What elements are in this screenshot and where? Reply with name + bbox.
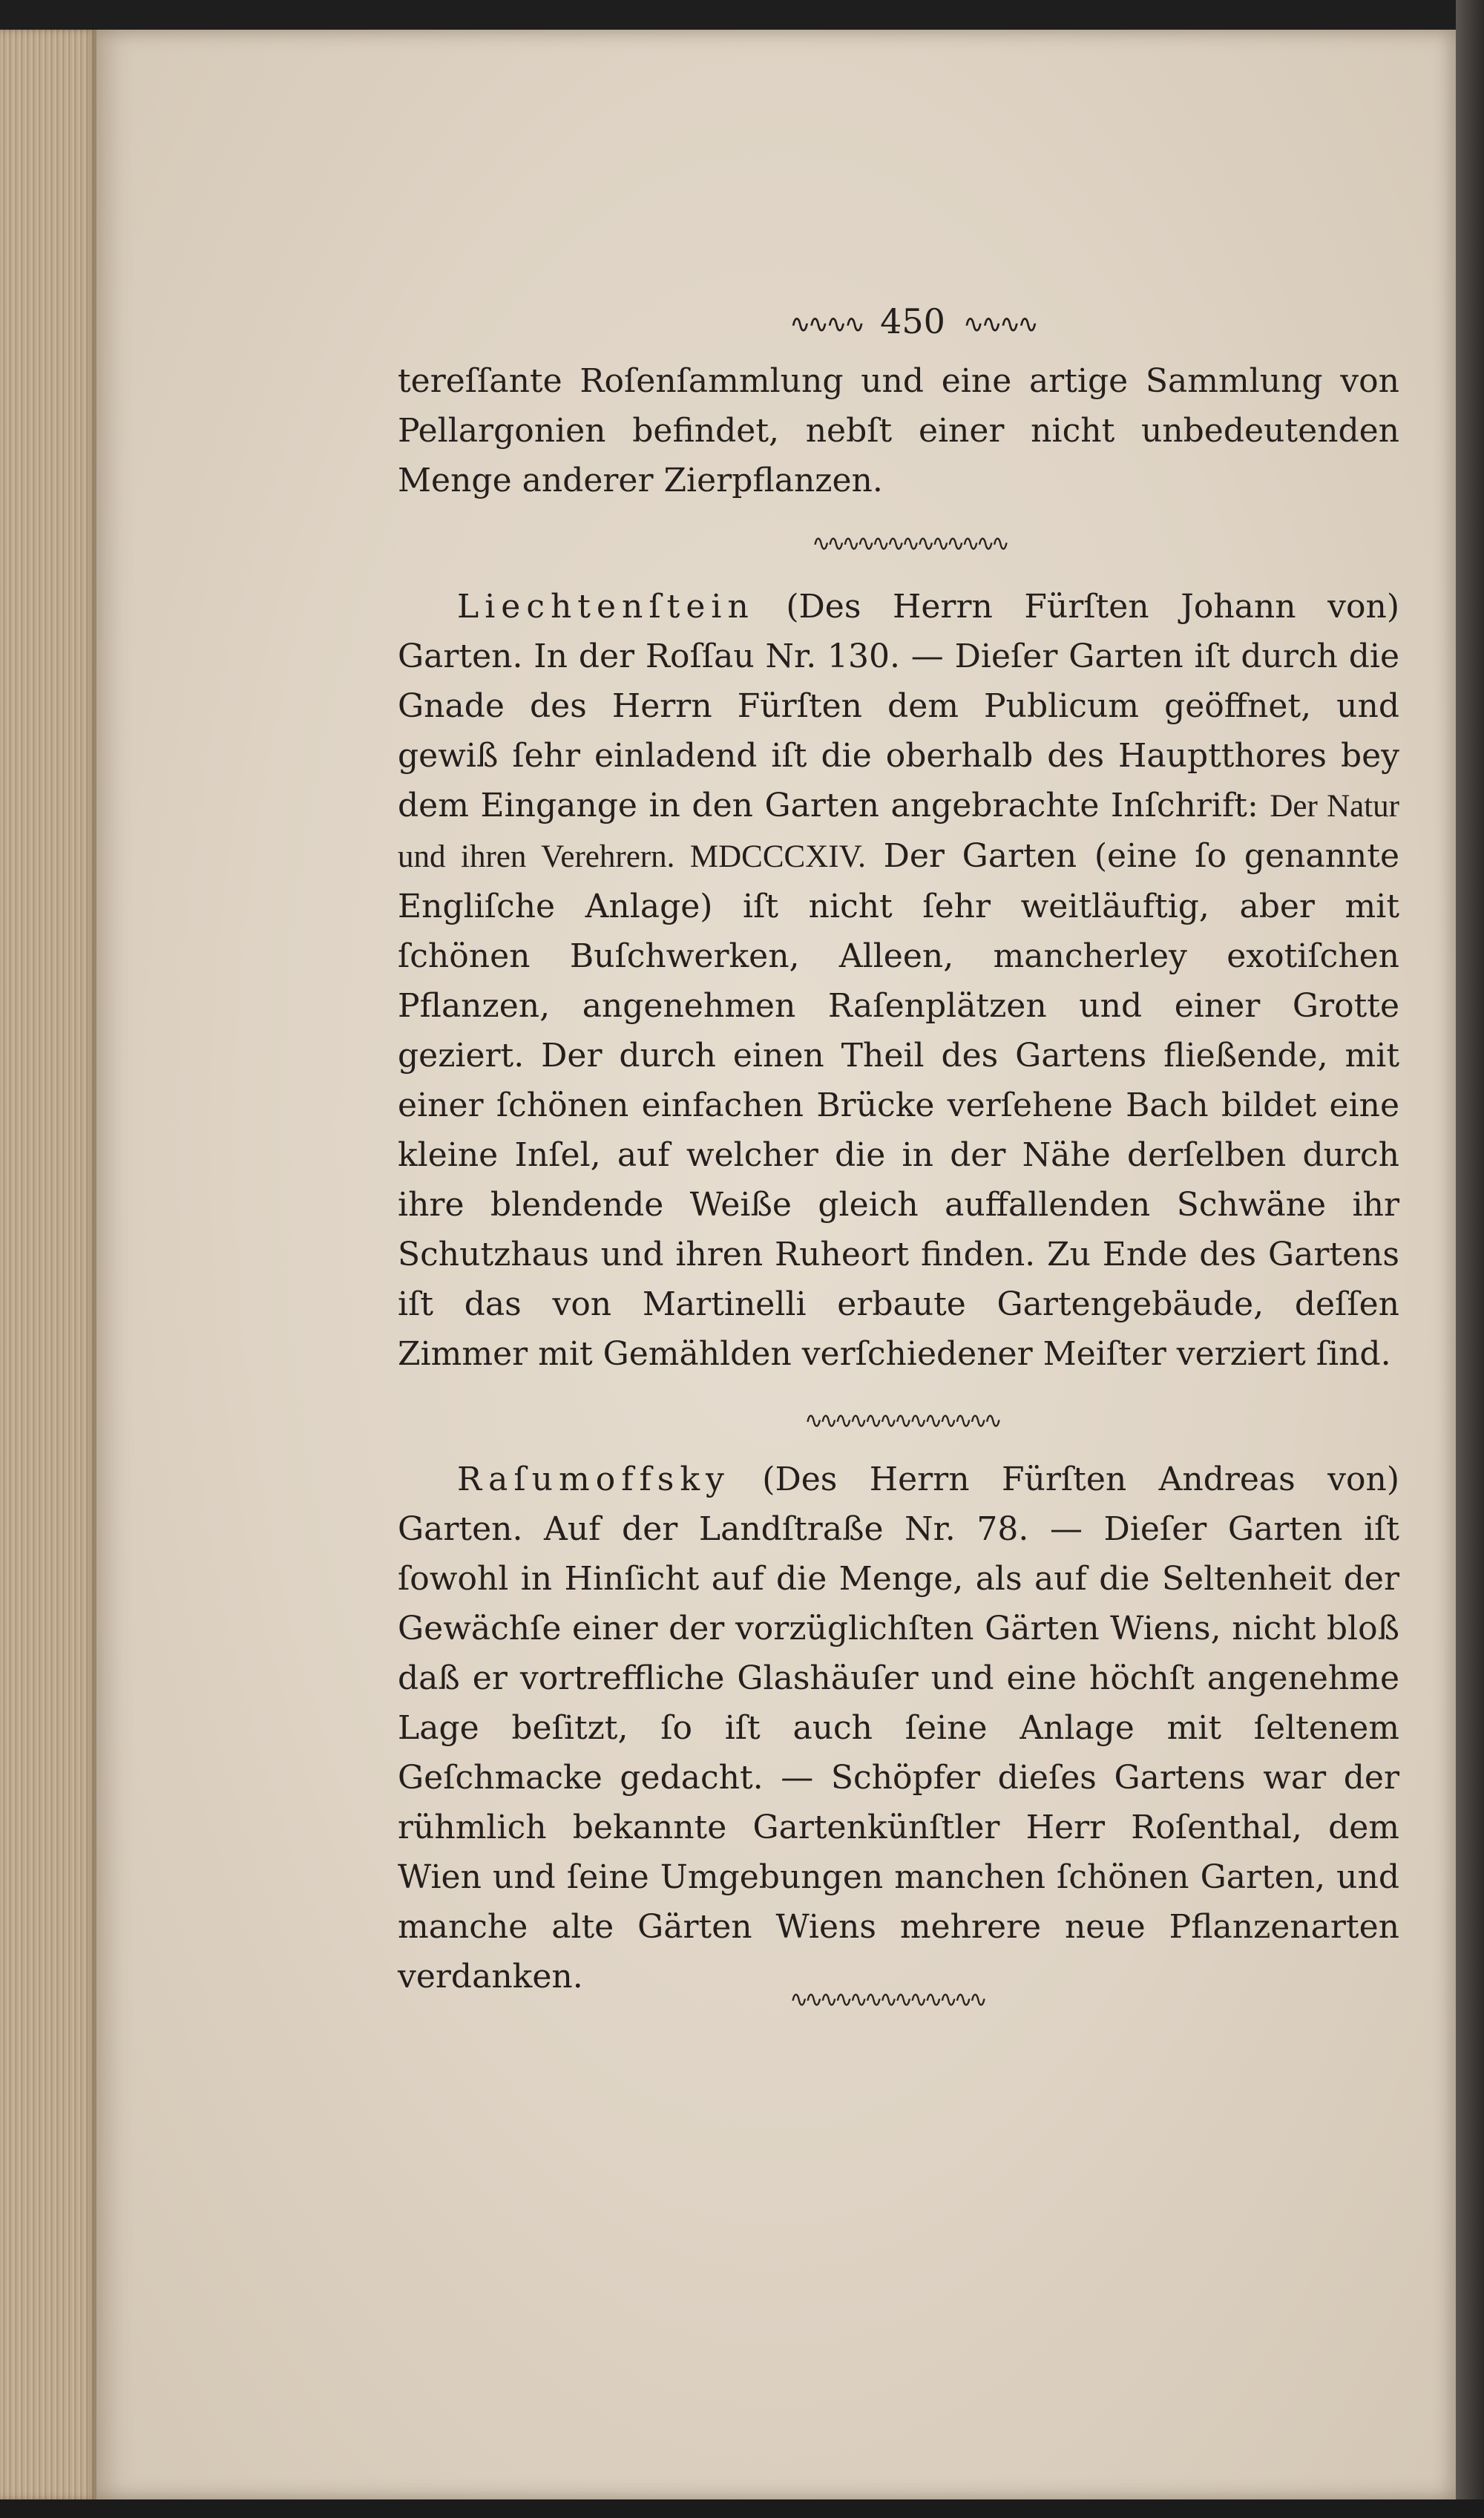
entry-name-liechtenstein: Liechtenſtein (457, 588, 755, 626)
paragraph-continuation (398, 356, 1399, 505)
header-ornament-right: ∿∿∿∿ (962, 309, 1036, 339)
scan-frame-right (1456, 0, 1484, 2518)
scan-frame-top (0, 0, 1484, 30)
page-number: 450 (880, 301, 945, 341)
paragraph-1: tereſſante Roſenſammlung und eine artige Sammlung von Pellargonien befindet, nebſt einer nicht unbedeutenden Menge anderer Zierpflanzen. (398, 362, 1399, 499)
paragraph-3-text: (Des Herrn Fürſten Andreas von) Garten. Auf der Landſtraße Nr. 78. — Dieſer Garten iſt ſowohl in Hinſicht auf die Menge, als auf die Seltenheit der Gewächſe einer der vorzüglichſten Gärten Wiens, nicht bloß daß er vortreffliche Glashäuſer und eine höchſt angenehme Lage beſitzt, ſo iſt auch ſeine Anlage mit ſeltenem Geſchmacke gedacht. — Schöpfer dieſes Gartens war der rühmlich bekannte Gartenkünſtler Herr Roſenthal, dem Wien und ſeine Umgebungen manchen ſchönen Garten, und manche alte Gärten Wiens mehrere neue Pflanzenarten verdanken. (398, 1460, 1399, 1996)
page-header (772, 295, 1054, 347)
entry-name-rasumoffsky: Raſumoffsky (457, 1460, 730, 1498)
entry-rasumoffsky (398, 1455, 1399, 2001)
paragraph-2-text-a: (Des Herrn Fürſten Johann von) Garten. In der Roſſau Nr. 130. — Dieſer Garten iſt durch die Gnade des Herrn Fürſten dem Publicum geöffnet, und gewiß ſehr einladend iſt die oberhalb des Hauptthores bey dem Eingange in den Garten angebrachte Inſchrift: (398, 588, 1399, 824)
section-divider-3: ∿∿∿∿∿∿∿∿∿∿∿∿∿ (789, 1989, 984, 2011)
entry-liechtenstein (398, 582, 1399, 1379)
scan-frame-bottom (0, 2499, 1484, 2518)
garden-inscription: Der Natur und ihren Verehrern. MDCCCXIV. (398, 789, 1399, 874)
header-ornament-left: ∿∿∿∿ (789, 309, 863, 339)
page-edges (0, 30, 96, 2499)
paragraph-3 (398, 1455, 1399, 2001)
paragraph-2 (398, 582, 1399, 1379)
paragraph-2-text-b: Der Garten (eine ſo genannte Engliſche Anlage) iſt nicht ſehr weitläuftig, aber mit ſchönen Buſchwerken, Alleen, mancherley exotiſchen Pflanzen, angenehmen Raſenplätzen und einer Grotte geziert. Der durch einen Theil des Gartens fließende, mit einer ſchönen einfachen Brücke verſehene Bach bildet eine kleine Inſel, auf welcher die in der Nähe derſelben durch ihre blendende Weiße gleich auffallenden Schwäne ihr Schutzhaus und ihren Ruheort finden. Zu Ende des Gartens iſt das von Martinelli erbaute Gartengebäude, deſſen Zimmer mit Gemählden verſchiedener Meiſter verziert ſind. (398, 837, 1399, 1373)
section-divider-2: ∿∿∿∿∿∿∿∿∿∿∿∿∿ (804, 1410, 999, 1432)
section-divider-1: ∿∿∿∿∿∿∿∿∿∿∿∿∿ (812, 533, 1006, 555)
